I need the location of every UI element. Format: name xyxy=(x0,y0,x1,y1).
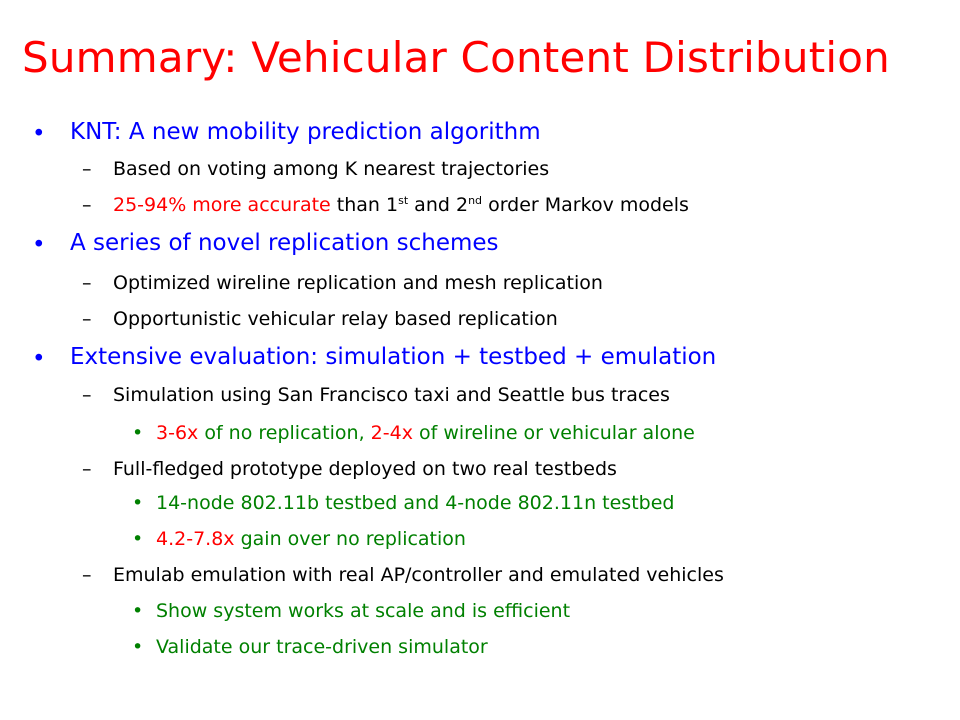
accuracy-text: and 2 xyxy=(408,194,469,216)
result-text: of no replication, xyxy=(198,422,371,444)
item-eval-emulab: Emulab emulation with real AP/controller and emulated vehicles xyxy=(113,564,724,586)
bullet-dash: – xyxy=(82,272,92,294)
bullet-dash: – xyxy=(82,458,92,480)
item-eval-prototype: Full-fledged prototype deployed on two real testbeds xyxy=(113,458,617,480)
item-knt-voting: Based on voting among K nearest trajectories xyxy=(113,158,550,180)
item-eval-proto-gain xyxy=(156,526,466,552)
bullet-dot-small: • xyxy=(132,422,144,444)
item-eval-emulab-validate: Validate our trace-driven simulator xyxy=(156,636,488,658)
result-highlight: 2-4x xyxy=(370,422,413,444)
item-eval-sim-results xyxy=(156,420,695,446)
item-evaluation: Extensive evaluation: simulation + testbed + emulation xyxy=(70,344,717,370)
bullet-dot: • xyxy=(32,121,46,147)
gain-text: gain over no replication xyxy=(234,528,466,550)
bullet-dot-small: • xyxy=(132,528,144,550)
item-rep-opportunistic: Opportunistic vehicular relay based replication xyxy=(113,308,558,330)
item-eval-simulation: Simulation using San Francisco taxi and Seattle bus traces xyxy=(113,384,670,406)
accuracy-text: order Markov models xyxy=(482,194,689,216)
bullet-dash: – xyxy=(82,158,92,180)
item-eval-proto-nodes: 14-node 802.11b testbed and 4-node 802.11n testbed xyxy=(156,492,675,514)
result-text: of wireline or vehicular alone xyxy=(412,422,695,444)
accuracy-highlight: 25-94% more accurate xyxy=(113,194,331,216)
slide-title: Summary: Vehicular Content Distribution xyxy=(22,33,890,82)
gain-highlight: 4.2-7.8x xyxy=(156,528,235,550)
bullet-dot: • xyxy=(32,346,46,372)
bullet-dot-small: • xyxy=(132,492,144,514)
bullet-dash: – xyxy=(82,564,92,586)
ordinal-nd: nd xyxy=(468,194,483,207)
bullet-dash: – xyxy=(82,194,92,216)
bullet-dash: – xyxy=(82,308,92,330)
item-knt: KNT: A new mobility prediction algorithm xyxy=(70,119,541,145)
bullet-dash: – xyxy=(82,384,92,406)
bullet-dot: • xyxy=(32,232,46,258)
item-eval-emulab-scale: Show system works at scale and is efficient xyxy=(156,600,571,622)
accuracy-text: than 1 xyxy=(330,194,399,216)
item-replication: A series of novel replication schemes xyxy=(70,230,499,256)
ordinal-st: st xyxy=(398,194,409,207)
result-highlight: 3-6x xyxy=(156,422,199,444)
item-rep-wireline: Optimized wireline replication and mesh replication xyxy=(113,272,603,294)
item-knt-accuracy xyxy=(113,192,689,218)
bullet-dot-small: • xyxy=(132,600,144,622)
bullet-dot-small: • xyxy=(132,636,144,658)
